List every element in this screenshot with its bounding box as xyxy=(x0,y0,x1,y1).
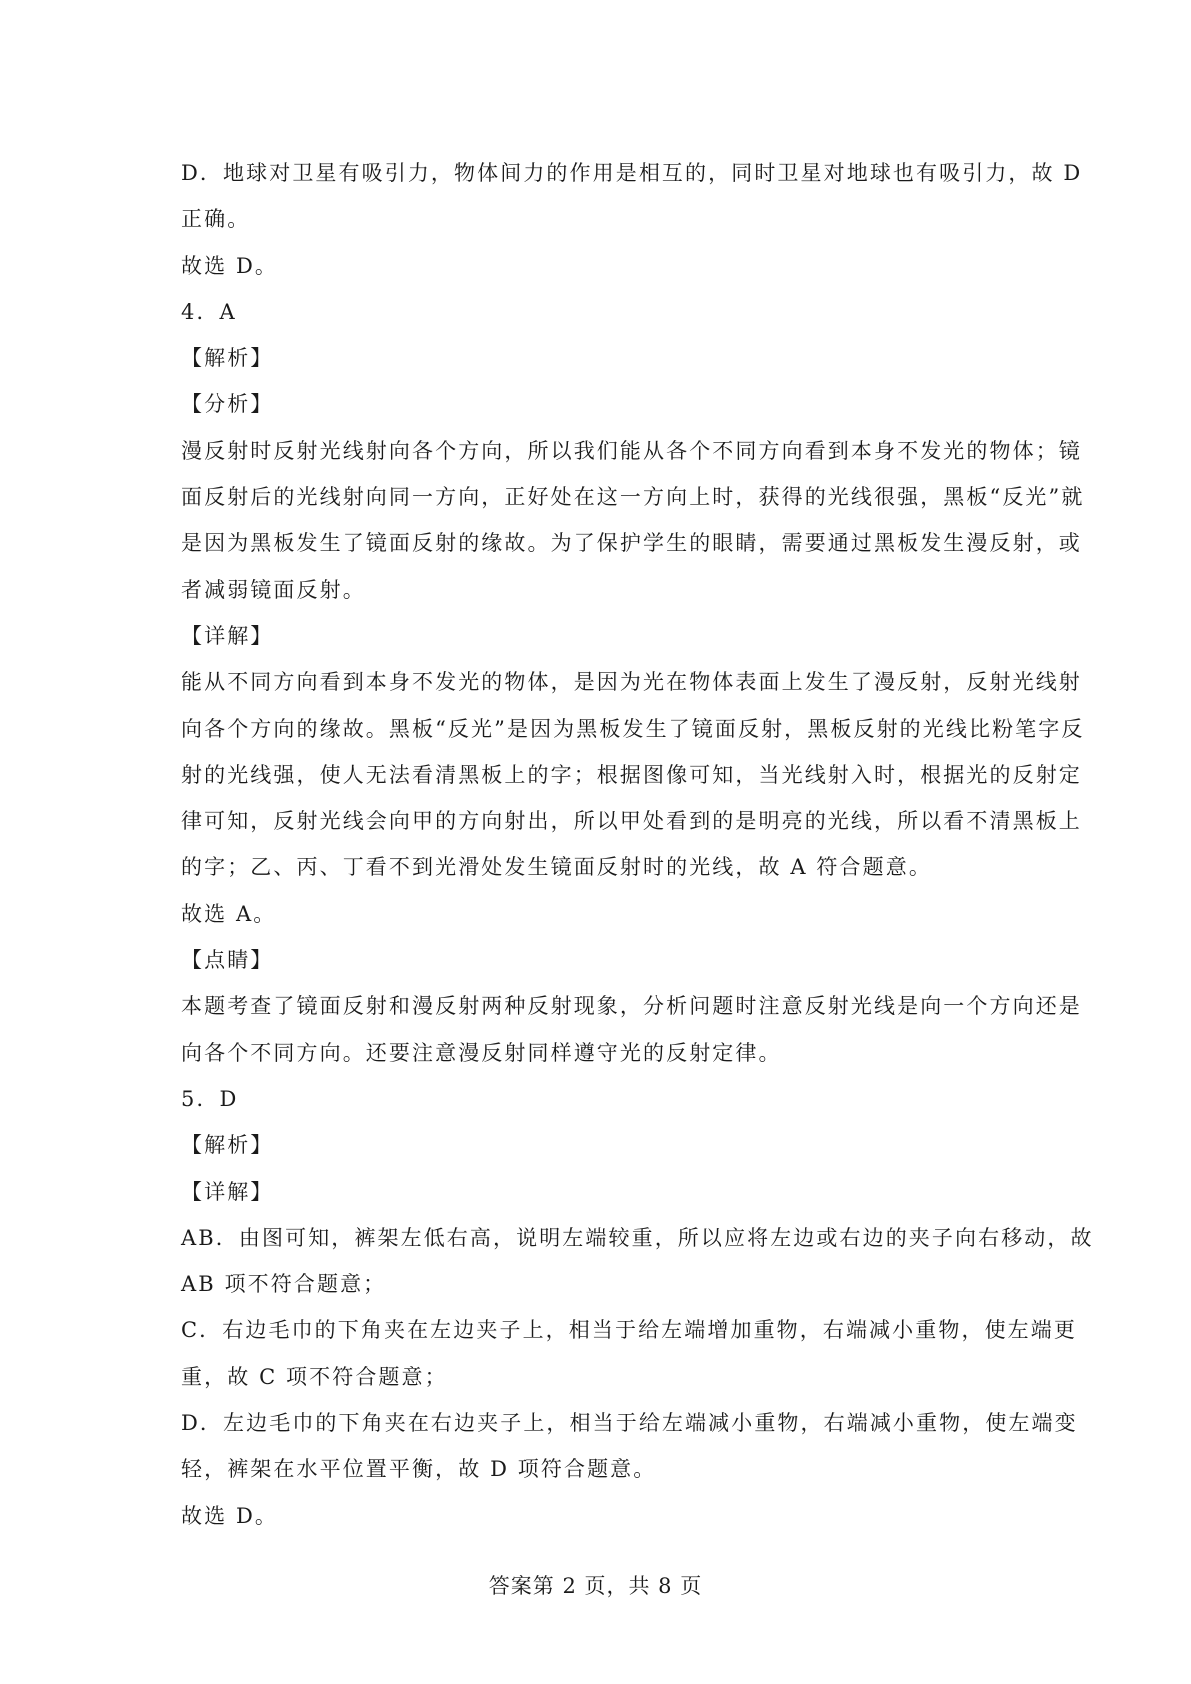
text-line: 者减弱镜面反射。 xyxy=(181,577,366,602)
text-line: 5．D xyxy=(181,1086,239,1111)
text-line: 向各个方向的缘故。黑板“反光”是因为黑板发生了镜面反射，黑板反射的光线比粉笔字反 xyxy=(181,716,1085,741)
text-line: 漫反射时反射光线射向各个方向，所以我们能从各个不同方向看到本身不发光的物体；镜 xyxy=(181,438,1082,463)
text-line: 面反射后的光线射向同一方向，正好处在这一方向上时，获得的光线很强，黑板“反光”就 xyxy=(181,485,1085,510)
answer-body xyxy=(181,150,1094,1539)
text-line: 4．A xyxy=(181,299,237,324)
text-line: 【解析】 xyxy=(181,1133,274,1158)
text-line: C．右边毛巾的下角夹在左边夹子上，相当于给左端增加重物，右端减小重物，使左端更 xyxy=(181,1318,1077,1343)
text-line: 轻，裤架在水平位置平衡，故 D 项符合题意。 xyxy=(181,1457,657,1482)
text-line: 本题考查了镜面反射和漫反射两种反射现象，分析问题时注意反射光线是向一个方向还是 xyxy=(181,994,1082,1019)
text-line: 故选 A。 xyxy=(181,901,277,926)
text-line: 故选 D。 xyxy=(181,1503,279,1528)
text-line: 【分析】 xyxy=(181,392,274,417)
text-line: 是因为黑板发生了镜面反射的缘故。为了保护学生的眼睛，需要通过黑板发生漫反射，或 xyxy=(181,531,1082,556)
text-line: 的字；乙、丙、丁看不到光滑处发生镜面反射时的光线，故 A 符合题意。 xyxy=(181,855,932,880)
text-line: 能从不同方向看到本身不发光的物体，是因为光在物体表面上发生了漫反射，反射光线射 xyxy=(181,670,1082,695)
text-line: 【点睛】 xyxy=(181,948,274,973)
text-line: 向各个不同方向。还要注意漫反射同样遵守光的反射定律。 xyxy=(181,1040,782,1065)
text-line: 【解析】 xyxy=(181,346,274,371)
text-line: D．地球对卫星有吸引力，物体间力的作用是相互的，同时卫星对地球也有吸引力，故 D xyxy=(181,161,1083,185)
text-line: 射的光线强，使人无法看清黑板上的字；根据图像可知，当光线射入时，根据光的反射定 xyxy=(181,762,1082,787)
text-line: 正确。 xyxy=(181,207,251,232)
text-line: AB 项不符合题意； xyxy=(181,1272,387,1297)
text-line: D．左边毛巾的下角夹在右边夹子上，相当于给左端减小重物，右端减小重物，使左端变 xyxy=(181,1411,1078,1436)
text-line: 【详解】 xyxy=(181,1179,274,1204)
text-line: 故选 D。 xyxy=(181,253,279,278)
text-line: 律可知，反射光线会向甲的方向射出，所以甲处看到的是明亮的光线，所以看不清黑板上 xyxy=(181,809,1082,834)
text-line: 重，故 C 项不符合题意； xyxy=(181,1364,448,1389)
text-line: 【详解】 xyxy=(181,623,274,648)
page-footer: 答案第 2 页，共 8 页 xyxy=(488,1574,703,1598)
text-line: AB．由图可知，裤架左低右高，说明左端较重，所以应将左边或右边的夹子向右移动，故 xyxy=(181,1225,1094,1250)
